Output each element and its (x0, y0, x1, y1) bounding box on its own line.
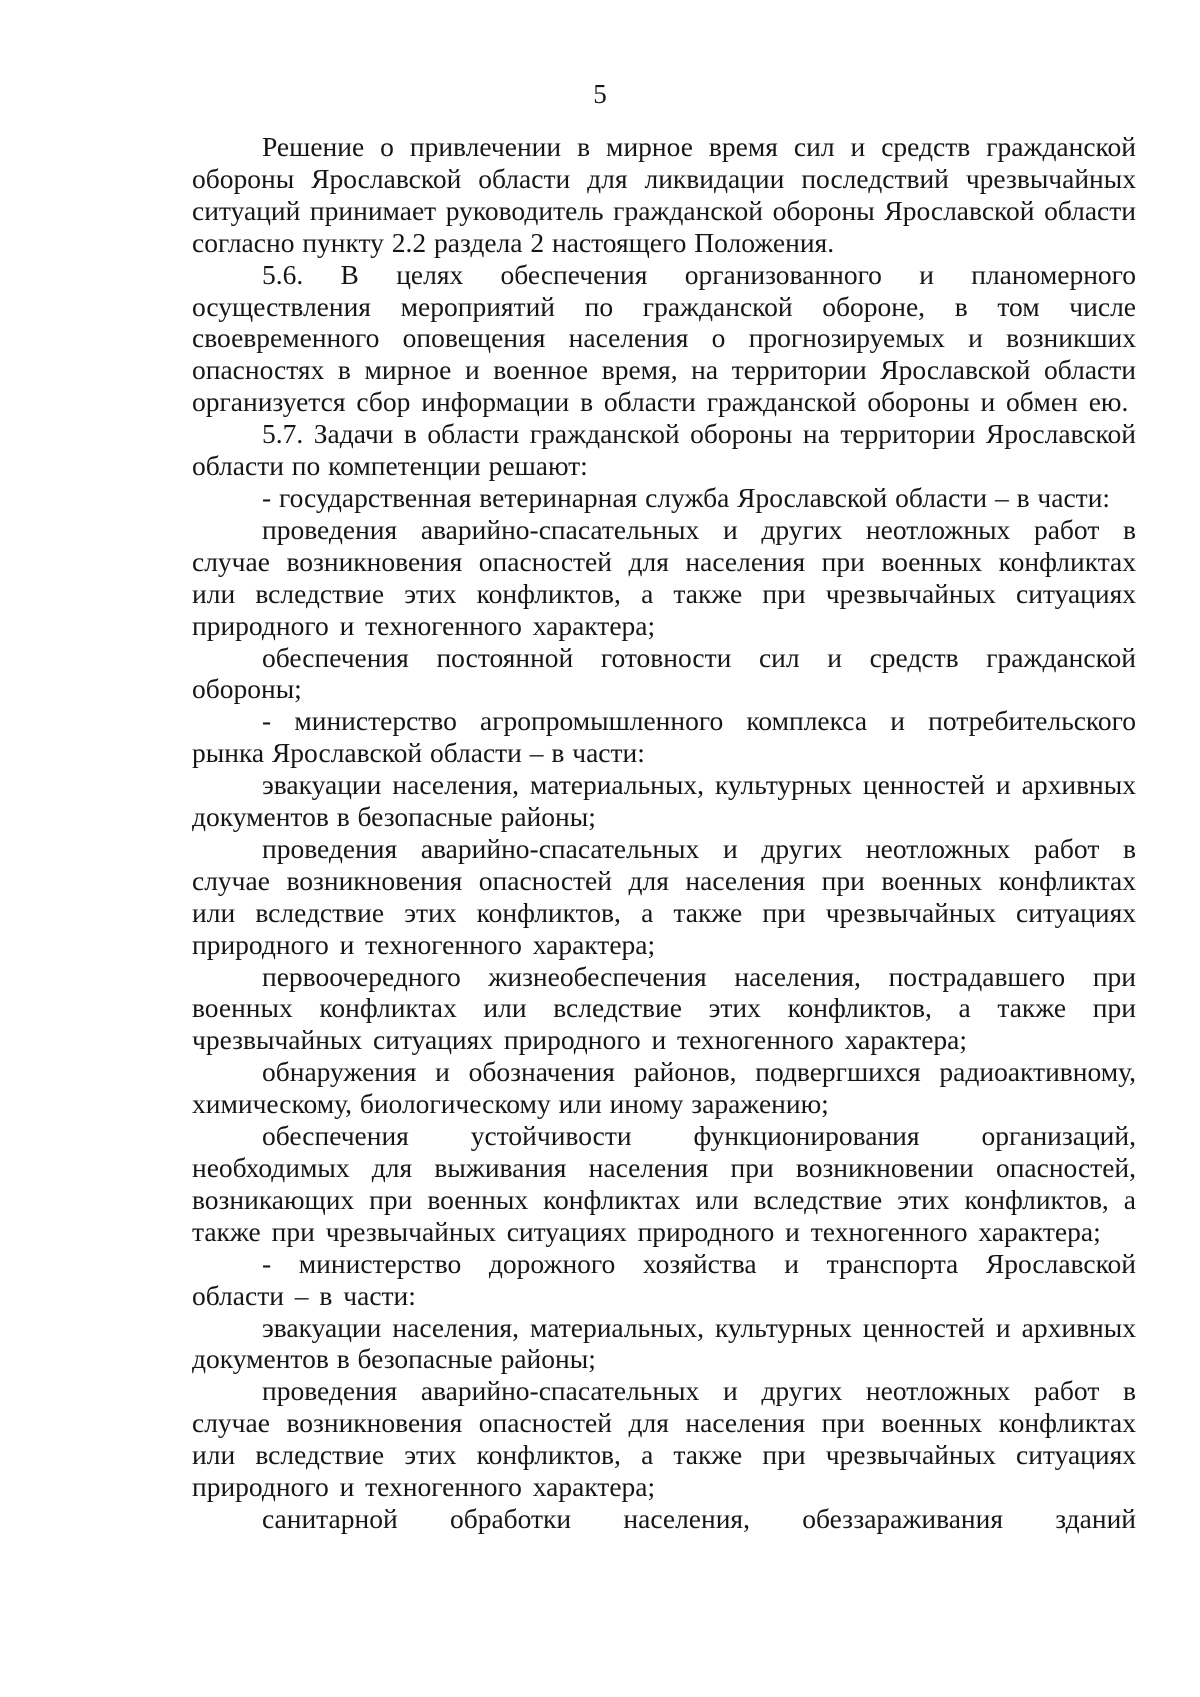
list-subitem-readiness: обеспечения постоянной готовности сил и средств гражданской обороны; (192, 641, 1136, 705)
paragraph-5-6: 5.6. В целях обеспечения организованного и планомерного осуществления мероприятий по гражданской обороне, в том числе своевременного оповещения населения о прогнозируемых и возникших опасностях в мирное и военное время, на территории Ярославской области организуется сбор информации в области гражданской обороны и обмен ею. (192, 258, 1136, 418)
list-subitem-rescue-works: проведения аварийно-спасательных и других неотложных работ в случае возникновения опасностей для населения при военных конфликтах или вследствие этих конфликтов, а также при чрезвычайных ситуациях природного и техногенного характера; (192, 832, 1136, 960)
list-subitem-rescue-works: проведения аварийно-спасательных и других неотложных работ в случае возникновения опасностей для населения при военных конфликтах или вследствие этих конфликтов, а также при чрезвычайных ситуациях природного и техногенного характера; (192, 1375, 1136, 1503)
list-item-veterinary-service: - государственная ветеринарная служба Ярославской области – в части: (262, 481, 1111, 513)
page-number: 5 (593, 79, 607, 109)
list-subitem-rescue-works: проведения аварийно-спасательных и других неотложных работ в случае возникновения опасностей для населения при военных конфликтах или вследствие этих конфликтов, а также при чрезвычайных ситуациях природного и техногенного характера; (192, 513, 1136, 641)
list-subitem-evacuation: эвакуации населения, материальных, культурных ценностей и архивных документов в безопасные районы; (192, 1311, 1136, 1375)
document-body (192, 131, 1136, 1535)
paragraph-decision: Решение о привлечении в мирное время сил и средств гражданской обороны Ярославской области для ликвидации последствий чрезвычайных ситуаций принимает руководитель гражданской обороны Ярославской области согласно пункту 2.2 раздела 2 настоящего Положения. (192, 131, 1136, 258)
list-item-agro-ministry: - министерство агропромышленного комплекса и потребительского рынка Ярославской области – в части: (192, 705, 1136, 769)
list-subitem-sanitation: санитарной обработки населения, обеззараживания зданий (262, 1502, 1136, 1534)
list-item-transport-ministry: - министерство дорожного хозяйства и транспорта Ярославской области – в части: (192, 1247, 1136, 1311)
list-subitem-contamination: обнаружения и обозначения районов, подвергшихся радиоактивному, химическому, биологическому или иному заражению; (192, 1056, 1136, 1120)
list-subitem-evacuation: эвакуации населения, материальных, культурных ценностей и архивных документов в безопасные районы; (192, 769, 1136, 833)
list-subitem-stability: обеспечения устойчивости функционирования организаций, необходимых для выживания населения при возникновении опасностей, возникающих при военных конфликтах или вследствие этих конфликтов, а также при чрезвычайных ситуациях природного и техногенного характера; (192, 1120, 1136, 1247)
list-subitem-life-support: первоочередного жизнеобеспечения населения, пострадавшего при военных конфликтах или вследствие этих конфликтов, а также при чрезвычайных ситуациях природного и техногенного характера; (192, 960, 1136, 1056)
paragraph-5-7: 5.7. Задачи в области гражданской обороны на территории Ярославской области по компетенции решают: (192, 418, 1136, 482)
